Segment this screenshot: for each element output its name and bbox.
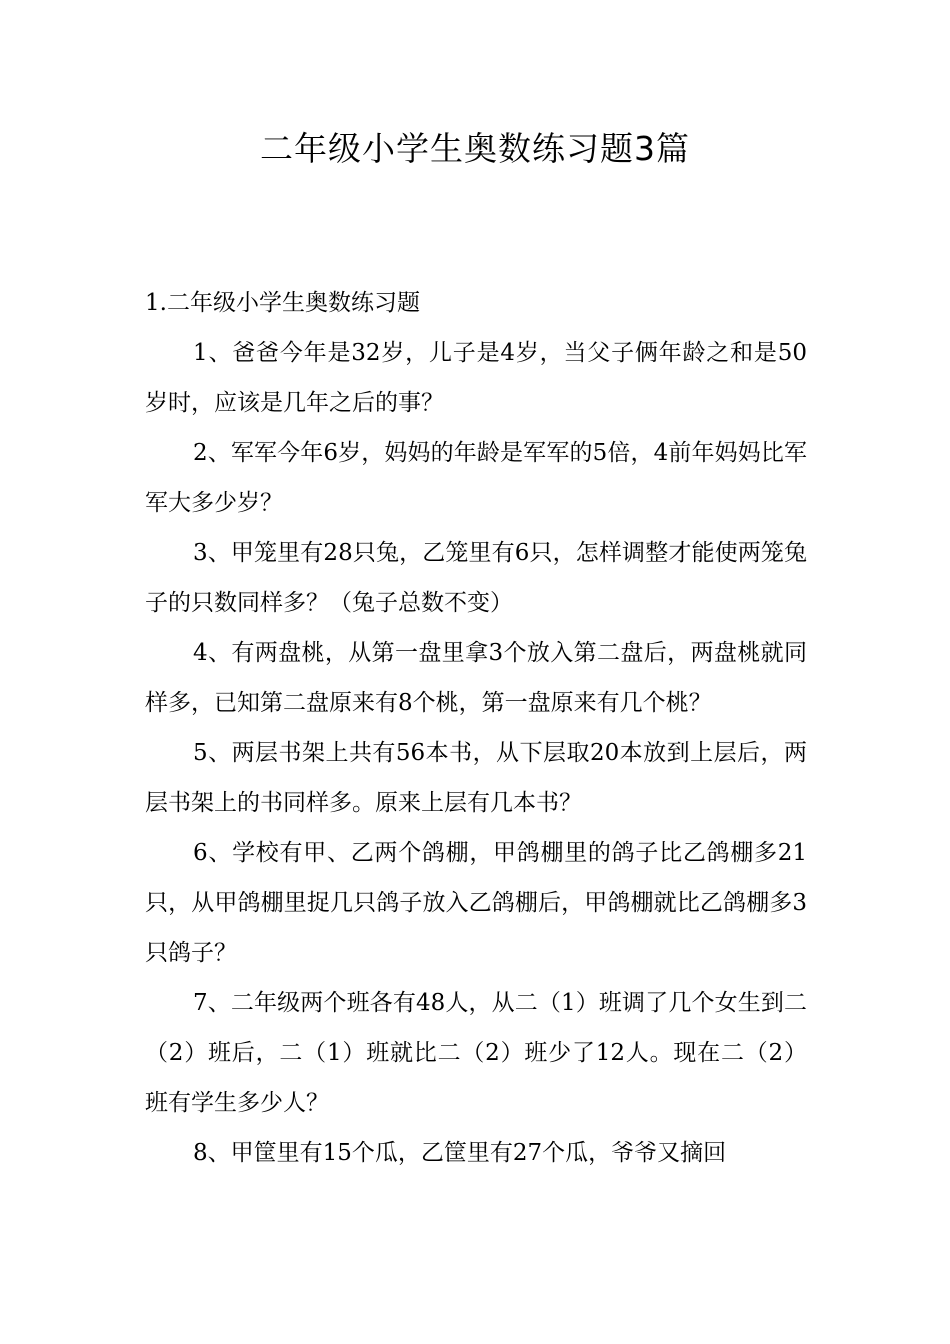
question-1: 1、爸爸今年是32岁，儿子是4岁，当父子俩年龄之和是50岁时，应该是几年之后的事？	[145, 340, 807, 416]
question-8: 8、甲筐里有15个瓜，乙筐里有27个瓜，爷爷又摘回	[193, 1140, 727, 1166]
question-4: 4、有两盘桃，从第一盘里拿3个放入第二盘后，两盘桃就同样多，已知第二盘原来有8个桃，第一盘原来有几个桃？	[145, 640, 807, 716]
document-body	[145, 278, 807, 1178]
document-title: 二年级小学生奥数练习题3篇	[260, 129, 690, 168]
question-6: 6、学校有甲、乙两个鸽棚，甲鸽棚里的鸽子比乙鸽棚多21只，从甲鸽棚里捉几只鸽子放入乙鸽棚后，甲鸽棚就比乙鸽棚多3只鸽子？	[145, 840, 807, 966]
question-5: 5、两层书架上共有56本书，从下层取20本放到上层后，两层书架上的书同样多。原来上层有几本书？	[145, 740, 807, 816]
question-2: 2、军军今年6岁，妈妈的年龄是军军的5倍，4前年妈妈比军军大多少岁？	[145, 440, 807, 516]
question-7: 7、二年级两个班各有48人，从二（1）班调了几个女生到二（2）班后，二（1）班就比二（2）班少了12人。现在二（2）班有学生多少人？	[145, 990, 807, 1116]
section-heading: 1.二年级小学生奥数练习题	[145, 290, 420, 316]
question-3: 3、甲笼里有28只兔，乙笼里有6只，怎样调整才能使两笼兔子的只数同样多？（兔子总数不变）	[145, 540, 807, 616]
